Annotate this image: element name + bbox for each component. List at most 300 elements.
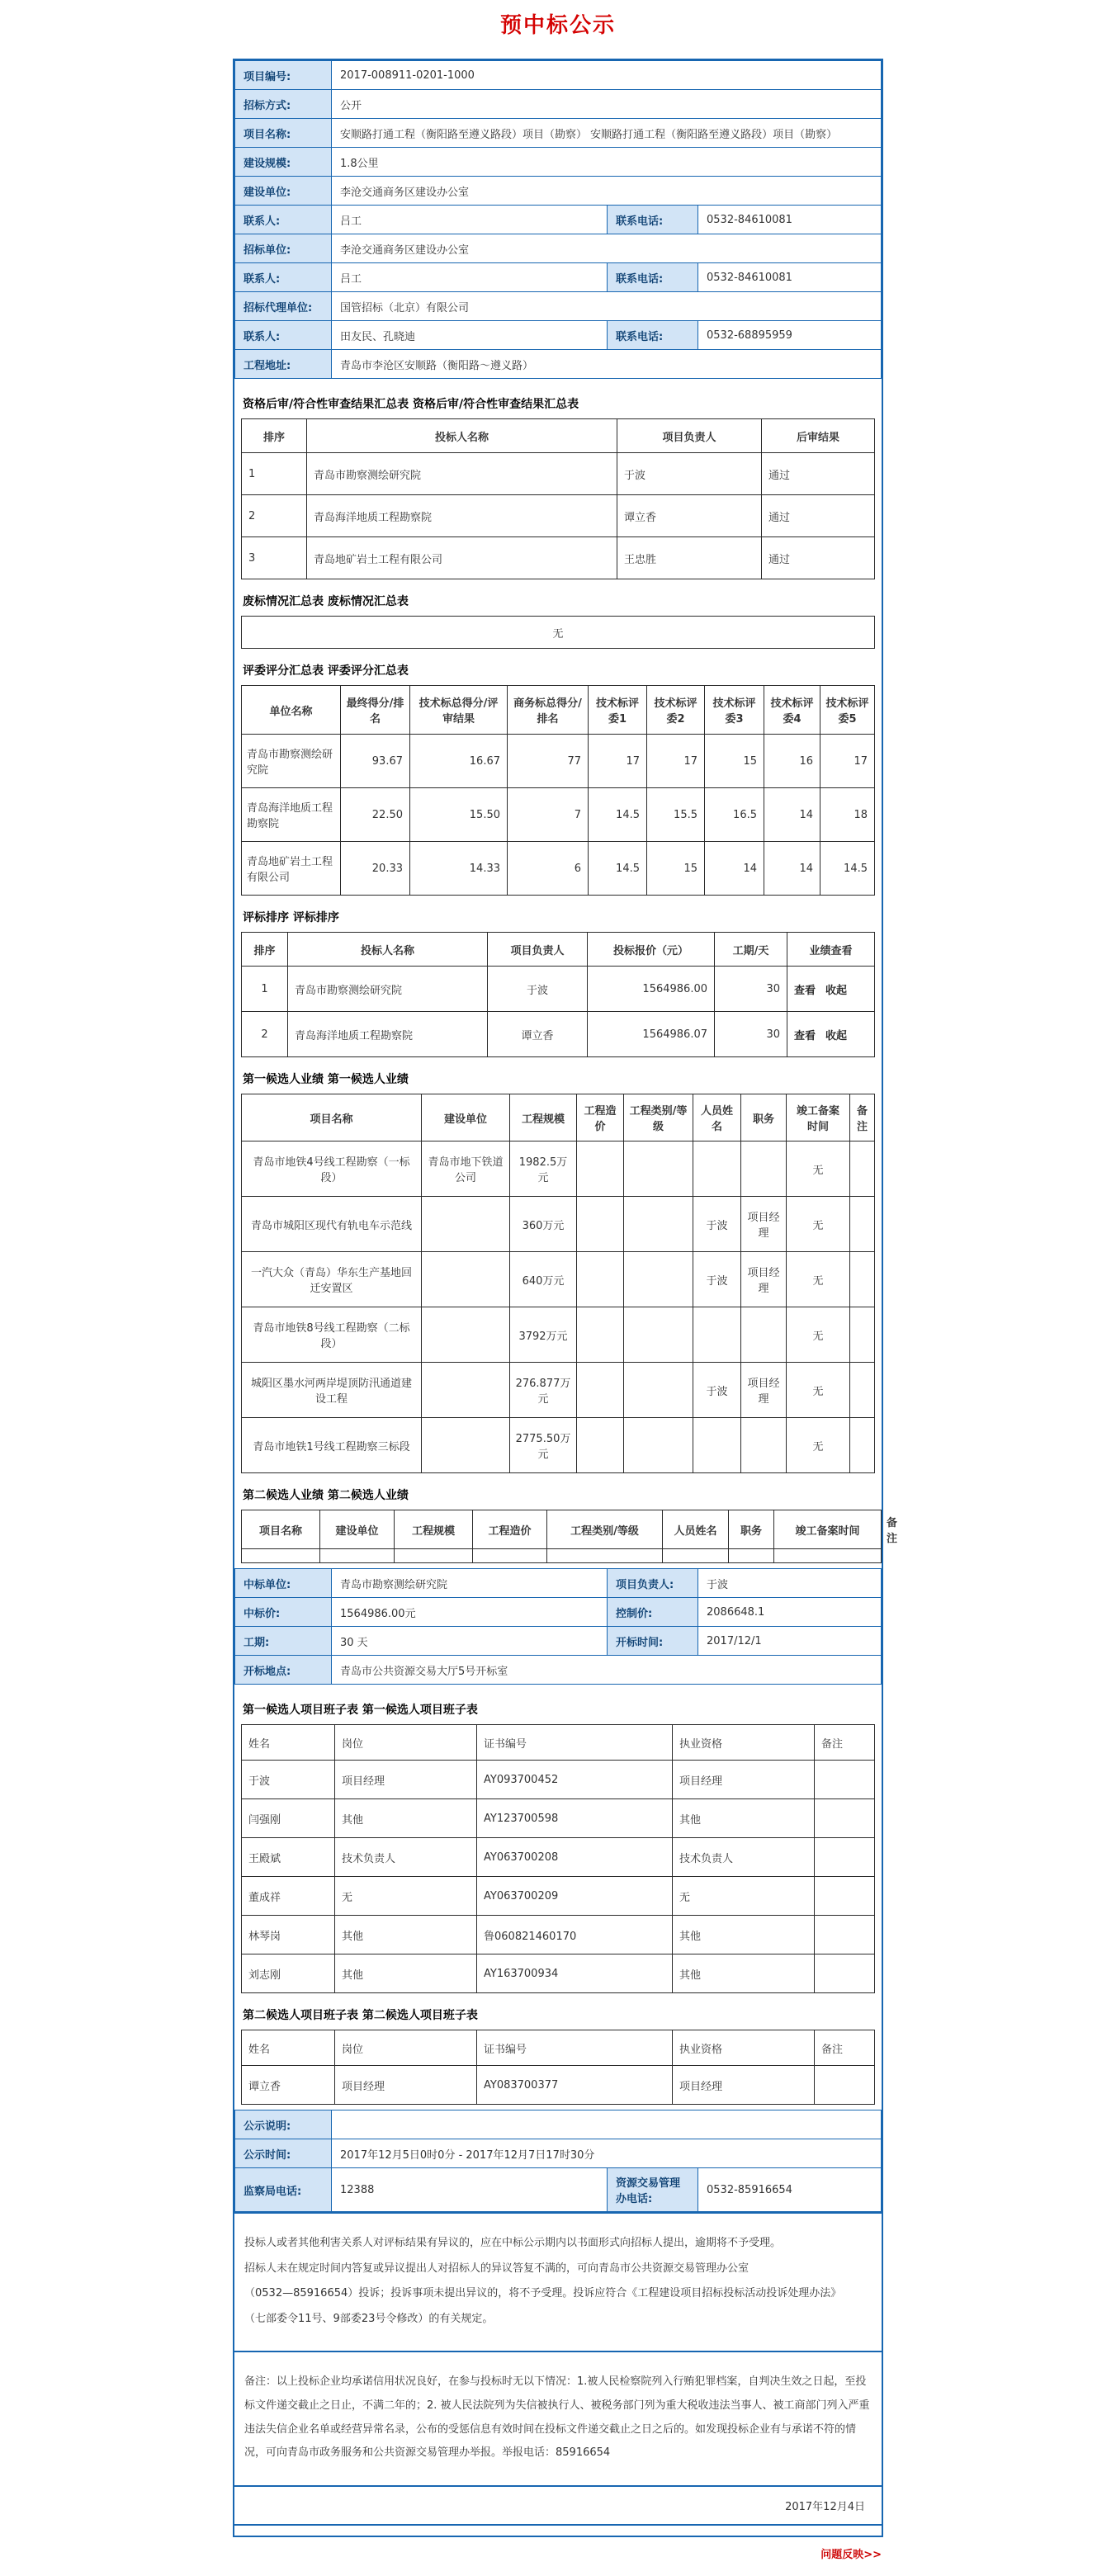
field-label: 中标价:: [235, 1598, 332, 1627]
table-row: [235, 61, 882, 90]
table-cell: [577, 1307, 624, 1363]
table-cell: 项目经理: [673, 2066, 815, 2105]
table-row: [242, 1761, 875, 1799]
table-cell: 1564986.07: [588, 1012, 715, 1057]
table-cell: [624, 1252, 693, 1307]
table-row: [242, 1549, 882, 1563]
table-cell: 30: [715, 1012, 787, 1057]
column-header: 备注: [815, 1725, 875, 1761]
table-cell: [693, 1307, 741, 1363]
table-cell: 15: [647, 842, 705, 896]
table-cell: 无: [335, 1877, 477, 1916]
table-cell: [422, 1307, 510, 1363]
table-row: [242, 2066, 875, 2105]
table-cell: [729, 1549, 774, 1563]
column-header: 后审结果: [762, 419, 875, 453]
table-cell: [547, 1549, 663, 1563]
table-cell: 于波: [488, 967, 588, 1012]
table-cell: [850, 1197, 875, 1252]
column-header: 岗位: [335, 1725, 477, 1761]
notice-line: 投标人或者其他利害关系人对评标结果有异议的，应在中标公示期内以书面形式向招标人提出，逾期将不予受理。: [244, 2237, 782, 2249]
section-heading-candidate1-team: 第一候选人项目班子表 第一候选人项目班子表: [243, 1704, 478, 1717]
table-cell: 于波: [693, 1252, 741, 1307]
table-cell: 16: [764, 735, 820, 788]
table-row: [242, 453, 875, 495]
table-row: [235, 90, 882, 119]
field-label: 项目负责人:: [608, 1569, 698, 1598]
field-value: 公开: [332, 90, 882, 119]
table-cell: [577, 1141, 624, 1197]
team-section: [234, 1685, 882, 2110]
header-row: [242, 1725, 875, 1761]
table-cell: 无: [787, 1141, 850, 1197]
table-cell: [815, 1916, 875, 1954]
column-header: 技术标评委4: [764, 686, 820, 735]
table-cell: [850, 1418, 875, 1473]
column-header: 岗位: [335, 2030, 477, 2066]
evaluation-section: [234, 379, 898, 1568]
field-value: 青岛市李沧区安顺路（衡阳路～遵义路）: [332, 350, 882, 379]
table-cell: 17: [589, 735, 647, 788]
table-row: [242, 1877, 875, 1916]
table-cell: [850, 1141, 875, 1197]
table-row: [242, 788, 875, 842]
table-cell: [577, 1197, 624, 1252]
column-header: 建设单位: [422, 1094, 510, 1141]
candidate1-performance-table: [241, 1094, 875, 1473]
table-cell: 3: [242, 537, 307, 579]
column-header: 技术标总得分/评审结果: [410, 686, 508, 735]
table-cell: 于波: [617, 453, 762, 495]
field-value: 青岛市公共资源交易大厅5号开标室: [332, 1656, 882, 1685]
field-value: 2017/12/1: [698, 1627, 882, 1656]
table-cell: 一汽大众（青岛）华东生产基地回迁安置区: [242, 1252, 422, 1307]
table-cell: [815, 1877, 875, 1916]
table-cell: 技术负责人: [673, 1838, 815, 1877]
table-cell: 其他: [335, 1916, 477, 1954]
column-header: 备注: [850, 1094, 875, 1141]
table-cell: [577, 1363, 624, 1418]
field-value: 安顺路打通工程（衡阳路至遵义路段）项目（勘察） 安顺路打通工程（衡阳路至遵义路段）项目（勘察）: [332, 119, 882, 148]
field-label: 联系人:: [235, 206, 332, 234]
column-header: 排序: [242, 933, 288, 967]
field-label: 联系电话:: [608, 206, 698, 234]
column-header: 证书编号: [477, 1725, 673, 1761]
candidate1-team-table: [241, 1724, 875, 1993]
column-header: 技术标评委5: [820, 686, 875, 735]
field-label: 联系电话:: [608, 321, 698, 350]
table-cell: [422, 1252, 510, 1307]
table-row: [242, 1307, 875, 1363]
column-header: 工程类别/等级: [624, 1094, 693, 1141]
column-header: 项目名称: [242, 1094, 422, 1141]
rejected-bids-value: 无: [242, 617, 875, 649]
table-cell: 青岛市地铁4号线工程勘察（一标段）: [242, 1141, 422, 1197]
field-label: 建设规模:: [235, 148, 332, 177]
table-cell: 无: [787, 1307, 850, 1363]
table-cell: 项目经理: [335, 2066, 477, 2105]
table-cell: 14: [764, 842, 820, 896]
credit-remark-notice: [234, 2351, 882, 2484]
table-cell: 项目经理: [335, 1761, 477, 1799]
table-cell: 1: [242, 967, 288, 1012]
table-cell: 项目经理: [741, 1252, 787, 1307]
section-heading-scores: 评委评分汇总表 评委评分汇总表: [243, 664, 409, 678]
table-cell: [815, 2066, 875, 2105]
notice-line: 招标人未在规定时间内答复或异议提出人对招标人的异议答复不满的，可向青岛市公共资源交易管理办公室: [244, 2262, 750, 2275]
table-row: [235, 263, 882, 292]
qualification-table: [241, 418, 875, 579]
column-header: 职务: [741, 1094, 787, 1141]
field-label: 建设单位:: [235, 177, 332, 206]
column-header: 项目负责人: [617, 419, 762, 453]
field-label: 中标单位:: [235, 1569, 332, 1598]
column-header: 业绩查看: [787, 933, 875, 967]
column-header: 备注: [815, 2030, 875, 2066]
table-cell: 14.5: [820, 842, 875, 896]
table-cell: 7: [508, 788, 589, 842]
announcement-date: 2017年12月4日: [234, 2485, 882, 2524]
notice-text: 备注：以上投标企业均承诺信用状况良好，在参与投标时无以下情况：1.被人民检察院列入行贿犯罪档案，自判决生效之日起，至投标文件递交截止之日止，不满二年的；2. 被人民法院列为失信被执行人、被税务部门列为重大税收违法当事人、被工商部门列入严重违法失信企业名单或经营异常名录，公布的受惩信息有效时间在投标文件递交截止之日之后的。如发现投标企业有与承诺不符的情况，可向青岛市政务服务和公共资源交易管理办举报。举报电话：85916654: [244, 2375, 870, 2460]
table-row: [242, 1418, 875, 1473]
field-value: 30 天: [332, 1627, 608, 1656]
table-cell: 14: [764, 788, 820, 842]
table-cell: 3792万元: [510, 1307, 577, 1363]
table-cell: 17: [647, 735, 705, 788]
table-cell: 93.67: [341, 735, 410, 788]
table-cell: 其他: [673, 1954, 815, 1993]
table-cell: 无: [673, 1877, 815, 1916]
table-cell: 青岛市地铁1号线工程勘察三标段: [242, 1418, 422, 1473]
column-header: 投标人名称: [288, 933, 488, 967]
project-info-table: [234, 60, 882, 379]
table-cell: [663, 1549, 729, 1563]
table-row: [235, 2110, 882, 2139]
field-label: 工期:: [235, 1627, 332, 1656]
table-cell: AY083700377: [477, 2066, 673, 2105]
table-cell: 276.877万元: [510, 1363, 577, 1418]
field-value: 吕工: [332, 263, 608, 292]
view-link[interactable]: 查看: [794, 984, 816, 997]
table-cell: [473, 1549, 547, 1563]
table-cell: 鲁060821460170: [477, 1916, 673, 1954]
bottom-spacer: [234, 2524, 882, 2536]
field-label: 招标代理单位:: [235, 292, 332, 321]
table-cell: [815, 1838, 875, 1877]
table-cell: [422, 1197, 510, 1252]
table-cell: [693, 1418, 741, 1473]
table-row: [235, 1656, 882, 1685]
collapse-link[interactable]: 收起: [825, 984, 848, 997]
table-cell: 15.5: [647, 788, 705, 842]
table-row: [235, 321, 882, 350]
candidate2-team-table: [241, 2030, 875, 2105]
table-row: [235, 1598, 882, 1627]
section-heading-candidate2-team: 第二候选人项目班子表 第二候选人项目班子表: [243, 2009, 478, 2022]
ranking-table: [241, 932, 875, 1057]
header-row: 项目名称 建设单位 工程规模 工程造价 工程类别/等级 人员姓名 职务 竣工备案时间 备注: [242, 1510, 882, 1549]
table-cell: 青岛市地铁8号线工程勘察（二标段）: [242, 1307, 422, 1363]
field-label: 联系电话:: [608, 263, 698, 292]
table-row: [235, 206, 882, 234]
table-cell: [741, 1418, 787, 1473]
table-cell: 16.67: [410, 735, 508, 788]
table-cell: 闫强刚: [242, 1799, 335, 1838]
table-cell: [320, 1549, 395, 1563]
field-value: 吕工: [332, 206, 608, 234]
field-value: 2086648.1: [698, 1598, 882, 1627]
column-header: 证书编号: [477, 2030, 673, 2066]
table-row: [242, 1363, 875, 1418]
page-title: 预中标公示: [499, 13, 616, 38]
table-cell: 青岛地矿岩土工程有限公司: [242, 842, 341, 896]
section-heading-rejected-bids: 废标情况汇总表 废标情况汇总表: [243, 595, 409, 608]
section-heading-candidate2-performance: 第二候选人业绩 第二候选人业绩: [243, 1489, 409, 1502]
table-cell: [741, 1307, 787, 1363]
table-cell: 14: [705, 842, 764, 896]
announcement-container: [233, 59, 898, 2537]
field-label: 联系人:: [235, 263, 332, 292]
field-label: 公示说明:: [235, 2110, 332, 2139]
column-header: 最终得分/排名: [341, 686, 410, 735]
field-value: 12388: [332, 2168, 608, 2212]
header-row: [242, 933, 875, 967]
column-header: 竣工备案时间: [774, 1510, 882, 1549]
section-heading-qualification: 资格后审/符合性审查结果汇总表 资格后审/符合性审查结果汇总表: [243, 398, 579, 411]
header-row: [242, 686, 875, 735]
table-cell: AY123700598: [477, 1799, 673, 1838]
table-cell: [741, 1141, 787, 1197]
table-row: [235, 292, 882, 321]
objection-notice: [234, 2212, 882, 2351]
table-row: [242, 537, 875, 579]
field-label: 工程地址:: [235, 350, 332, 379]
section-heading-ranking: 评标排序 评标排序: [243, 911, 339, 924]
table-cell: 无: [787, 1418, 850, 1473]
table-cell: [577, 1418, 624, 1473]
column-header: 投标人名称: [307, 419, 617, 453]
table-row: [242, 842, 875, 896]
column-header: 工期/天: [715, 933, 787, 967]
notice-line: （0532—85916654）投诉；投诉事项未提出异议的，将不予受理。投诉应符合《工程建设项目招标投标活动投诉处理办法》: [244, 2287, 842, 2300]
table-row: [242, 735, 875, 788]
winner-info-table: [234, 1568, 882, 1685]
table-cell: [624, 1197, 693, 1252]
table-cell: 青岛市地下铁道公司: [422, 1141, 510, 1197]
performance-actions-cell: [787, 967, 875, 1012]
table-cell: 14.5: [589, 788, 647, 842]
table-cell: 15.50: [410, 788, 508, 842]
table-row: [235, 2168, 882, 2212]
column-header: 执业资格: [673, 2030, 815, 2066]
field-label: 项目编号:: [235, 61, 332, 90]
table-cell: 2: [242, 495, 307, 537]
table-cell: AY093700452: [477, 1761, 673, 1799]
field-value: 0532-85916654: [698, 2168, 882, 2212]
column-header: 工程规模: [510, 1094, 577, 1141]
table-row: [242, 967, 875, 1012]
table-row: [242, 1838, 875, 1877]
field-value: 0532-84610081: [698, 263, 882, 292]
table-cell: [815, 1761, 875, 1799]
table-row: [235, 177, 882, 206]
collapse-link[interactable]: 收起: [825, 1029, 848, 1042]
field-value: 0532-68895959: [698, 321, 882, 350]
table-cell: 刘志刚: [242, 1954, 335, 1993]
table-row: [242, 495, 875, 537]
field-value: 2017-008911-0201-1000: [332, 61, 882, 90]
field-label: 监察局电话:: [235, 2168, 332, 2212]
table-row: [242, 1954, 875, 1993]
field-value: 2017年12月5日0时0分 - 2017年12月7日17时30分: [332, 2139, 882, 2168]
field-label: 控制价:: [608, 1598, 698, 1627]
field-value: 国管招标（北京）有限公司: [332, 292, 882, 321]
field-label: 招标单位:: [235, 234, 332, 263]
table-cell: 2775.50万元: [510, 1418, 577, 1473]
table-row: [242, 617, 875, 649]
table-cell: 16.5: [705, 788, 764, 842]
table-cell: [624, 1141, 693, 1197]
table-cell: 640万元: [510, 1252, 577, 1307]
table-cell: 其他: [673, 1916, 815, 1954]
field-value: 0532-84610081: [698, 206, 882, 234]
table-cell: 青岛地矿岩土工程有限公司: [307, 537, 617, 579]
column-header: 项目名称: [242, 1510, 320, 1549]
table-cell: 其他: [673, 1799, 815, 1838]
table-cell: 谭立香: [617, 495, 762, 537]
publicity-info-table: [234, 2110, 882, 2212]
table-cell: 通过: [762, 495, 875, 537]
table-cell: 通过: [762, 453, 875, 495]
table-cell: 其他: [335, 1799, 477, 1838]
header-row: [242, 2030, 875, 2066]
table-cell: 于波: [693, 1363, 741, 1418]
table-cell: [774, 1549, 882, 1563]
field-value: 1.8公里: [332, 148, 882, 177]
table-cell: 谭立香: [488, 1012, 588, 1057]
field-label: 招标方式:: [235, 90, 332, 119]
table-cell: 王殿斌: [242, 1838, 335, 1877]
table-row: [242, 1916, 875, 1954]
column-header: 人员姓名: [693, 1094, 741, 1141]
table-cell: 董成祥: [242, 1877, 335, 1916]
table-row: [242, 1197, 875, 1252]
table-row: [235, 234, 882, 263]
table-cell: 14.5: [589, 842, 647, 896]
column-header: 执业资格: [673, 1725, 815, 1761]
table-row: [242, 1141, 875, 1197]
table-cell: [693, 1141, 741, 1197]
table-row: [235, 1627, 882, 1656]
column-header: 投标报价（元）: [588, 933, 715, 967]
table-cell: 青岛海洋地质工程勘察院: [288, 1012, 488, 1057]
table-row: [242, 1252, 875, 1307]
table-cell: 无: [787, 1363, 850, 1418]
field-value: 青岛市勘察测绘研究院: [332, 1569, 608, 1598]
notice-line: （七部委令11号、9部委23号令修改）的有关规定。: [244, 2312, 494, 2325]
table-row: [235, 350, 882, 379]
column-header: 职务: [729, 1510, 774, 1549]
table-cell: 20.33: [341, 842, 410, 896]
column-header: 排序: [242, 419, 307, 453]
table-cell: 无: [787, 1252, 850, 1307]
table-cell: AY063700209: [477, 1877, 673, 1916]
table-cell: 1564986.00: [588, 967, 715, 1012]
table-row: [235, 1569, 882, 1598]
table-cell: [624, 1418, 693, 1473]
column-header: 项目负责人: [488, 933, 588, 967]
column-header: 技术标评委1: [589, 686, 647, 735]
feedback-link[interactable]: 问题反映>>: [820, 2548, 882, 2561]
table-cell: 1982.5万元: [510, 1141, 577, 1197]
table-cell: [624, 1363, 693, 1418]
table-cell: 城阳区墨水河两岸堤顶防汛通道建设工程: [242, 1363, 422, 1418]
table-cell: [577, 1252, 624, 1307]
table-cell: [422, 1363, 510, 1418]
field-label: 开标时间:: [608, 1627, 698, 1656]
view-link[interactable]: 查看: [794, 1029, 816, 1042]
table-cell: 其他: [335, 1954, 477, 1993]
table-cell: [850, 1252, 875, 1307]
table-cell: 360万元: [510, 1197, 577, 1252]
table-cell: 项目经理: [741, 1197, 787, 1252]
table-cell: 技术负责人: [335, 1838, 477, 1877]
table-cell: [815, 1799, 875, 1838]
field-value: 于波: [698, 1569, 882, 1598]
table-cell: 14.33: [410, 842, 508, 896]
table-cell: 项目经理: [673, 1761, 815, 1799]
table-cell: [242, 1549, 320, 1563]
header-row: [242, 1094, 875, 1141]
scores-table: [241, 685, 875, 896]
table-cell: [624, 1307, 693, 1363]
table-row: [235, 148, 882, 177]
table-row: [235, 119, 882, 148]
table-cell: 王忠胜: [617, 537, 762, 579]
field-value: 李沧交通商务区建设办公室: [332, 234, 882, 263]
table-cell: 青岛市勘察测绘研究院: [307, 453, 617, 495]
section-heading-candidate1-performance: 第一候选人业绩 第一候选人业绩: [243, 1073, 409, 1086]
table-cell: [395, 1549, 473, 1563]
table-cell: AY063700208: [477, 1838, 673, 1877]
column-header: 商务标总得分/排名: [508, 686, 589, 735]
field-label: 项目名称:: [235, 119, 332, 148]
table-cell: 无: [787, 1197, 850, 1252]
table-cell: 青岛市勘察测绘研究院: [288, 967, 488, 1012]
table-cell: 1: [242, 453, 307, 495]
column-header: 技术标评委2: [647, 686, 705, 735]
field-label: 资源交易管理办电话:: [608, 2168, 698, 2212]
table-cell: [422, 1418, 510, 1473]
column-header: 工程规模: [395, 1510, 473, 1549]
column-header: 工程类别/等级: [547, 1510, 663, 1549]
field-label: 开标地点:: [235, 1656, 332, 1685]
performance-actions-cell: [787, 1012, 875, 1057]
field-label: 联系人:: [235, 321, 332, 350]
table-cell: 青岛海洋地质工程勘察院: [307, 495, 617, 537]
table-cell: 项目经理: [741, 1363, 787, 1418]
table-cell: 青岛海洋地质工程勘察院: [242, 788, 341, 842]
table-cell: 6: [508, 842, 589, 896]
table-cell: 谭立香: [242, 2066, 335, 2105]
table-cell: 青岛市城阳区现代有轨电车示范线: [242, 1197, 422, 1252]
column-header: 技术标评委3: [705, 686, 764, 735]
table-cell: 30: [715, 967, 787, 1012]
table-cell: 青岛市勘察测绘研究院: [242, 735, 341, 788]
table-cell: AY163700934: [477, 1954, 673, 1993]
table-cell: 通过: [762, 537, 875, 579]
field-value: 1564986.00元: [332, 1598, 608, 1627]
